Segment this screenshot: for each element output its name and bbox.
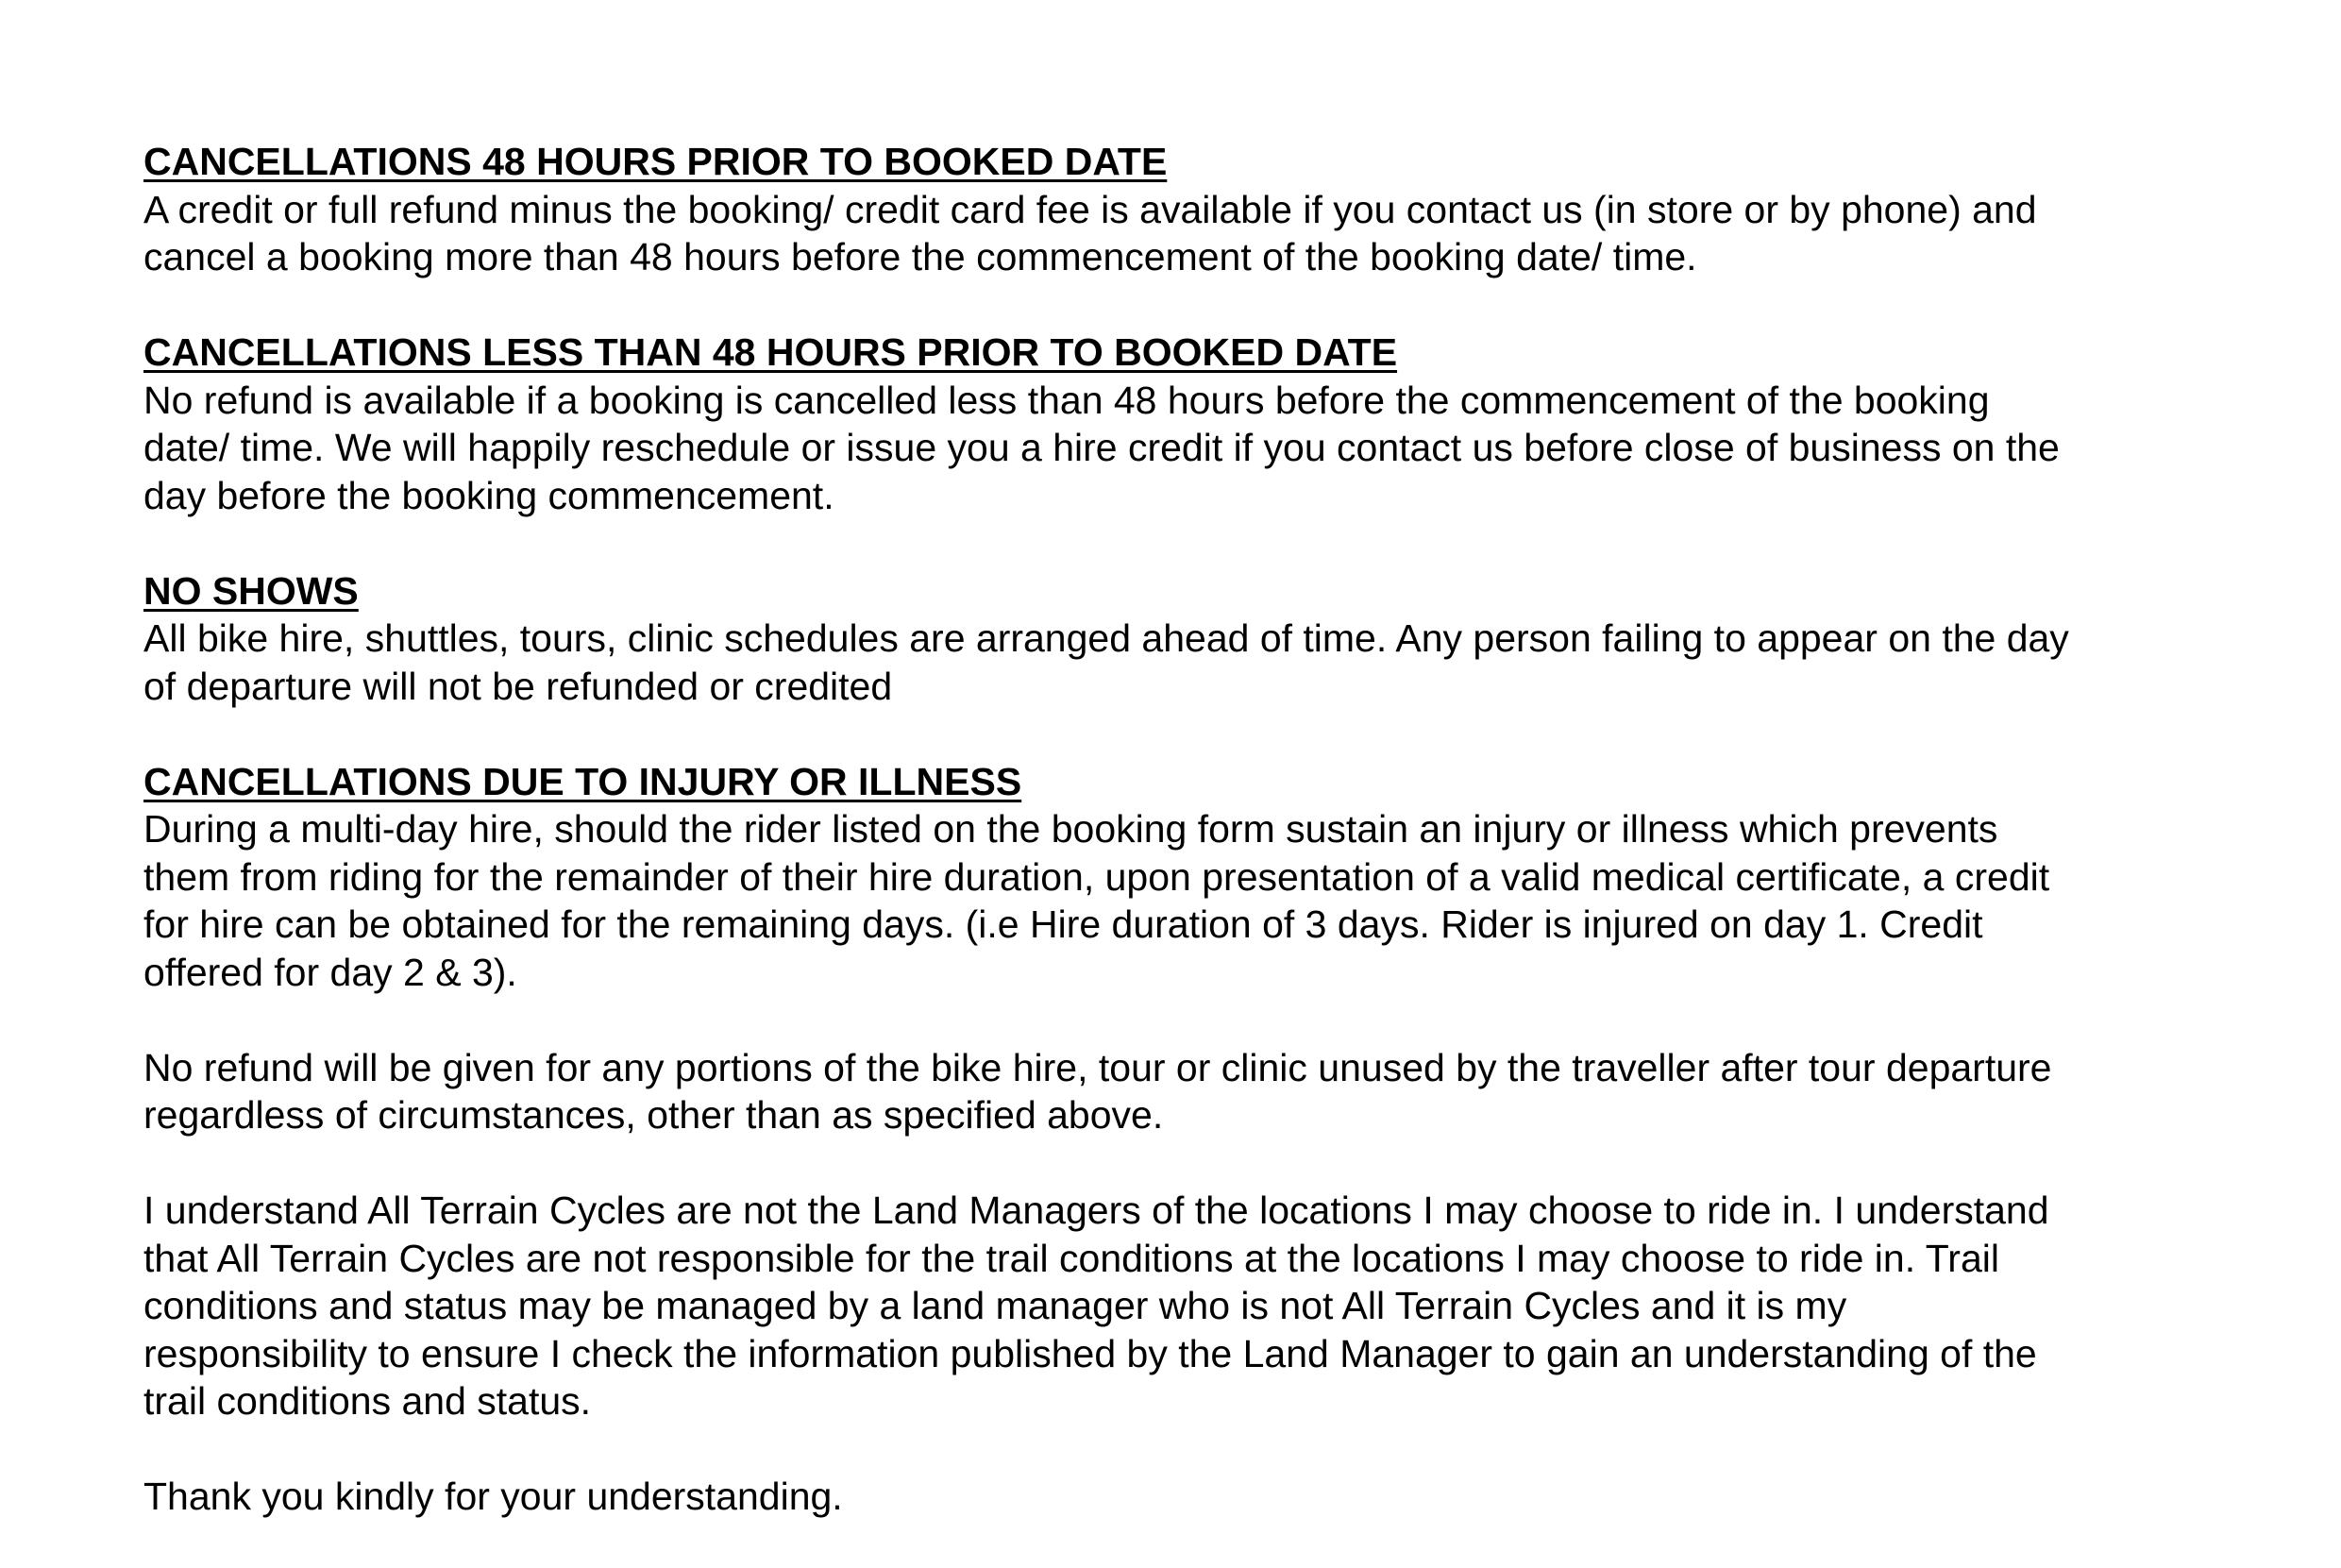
body-line: date/ time. We will happily reschedule or issue you a hire credit if you contact us before close of business on the	[143, 426, 2060, 469]
policy-document	[143, 138, 2248, 1568]
paragraph-land-managers	[143, 1187, 2248, 1425]
body-line: Thank you kindly for your understanding.	[143, 1475, 843, 1518]
body-line: I understand All Terrain Cycles are not the Land Managers of the locations I may choose to ride in. I understand	[143, 1189, 2049, 1232]
paragraph-no-refund	[143, 1044, 2248, 1139]
section-injury-or-illness	[143, 758, 2248, 997]
section-cancellations-less-than-48-hours	[143, 329, 2248, 519]
paragraph-thank-you	[143, 1473, 2248, 1521]
body-line: cancel a booking more than 48 hours before the commencement of the booking date/ time.	[143, 235, 1697, 278]
body-line: responsibility to ensure I check the information published by the Land Manager to gain an understanding of the	[143, 1331, 2037, 1375]
body-line: that All Terrain Cycles are not responsible for the trail conditions at the locations I may choose to ride in. Trail	[143, 1236, 1999, 1280]
body-line: A credit or full refund minus the booking/ credit card fee is available if you contact us (in store or by phone) and	[143, 187, 2037, 231]
body-line: All bike hire, shuttles, tours, clinic schedules are arranged ahead of time. Any person failing to appear on the day	[143, 616, 2069, 660]
section-cancellations-48-hours	[143, 138, 2248, 281]
body-line: conditions and status may be managed by a land manager who is not All Terrain Cycles and it is my	[143, 1284, 1847, 1327]
body-line: trail conditions and status.	[143, 1379, 592, 1423]
section-heading: CANCELLATIONS 48 HOURS PRIOR TO BOOKED DATE	[143, 140, 1168, 183]
body-line: regardless of circumstances, other than as specified above.	[143, 1093, 1164, 1137]
section-no-shows	[143, 567, 2248, 711]
body-line: During a multi-day hire, should the rider listed on the booking form sustain an injury or illness which prevents	[143, 807, 1998, 851]
section-heading: CANCELLATIONS LESS THAN 48 HOURS PRIOR TO BOOKED DATE	[143, 330, 1398, 374]
section-heading: NO SHOWS	[143, 568, 359, 613]
body-line: of departure will not be refunded or credited	[143, 664, 893, 708]
body-line: No refund will be given for any portions of the bike hire, tour or clinic unused by the traveller after tour departure	[143, 1045, 2052, 1089]
section-heading: CANCELLATIONS DUE TO INJURY OR ILLNESS	[143, 759, 1022, 803]
body-line: No refund is available if a booking is cancelled less than 48 hours before the commencement of the booking	[143, 378, 1990, 422]
body-line: offered for day 2 & 3).	[143, 950, 517, 994]
body-line: day before the booking commencement.	[143, 473, 834, 517]
body-line: for hire can be obtained for the remaining days. (i.e Hire duration of 3 days. Rider is injured on day 1. Credit	[143, 902, 1983, 946]
body-line: them from riding for the remainder of their hire duration, upon presentation of a valid medical certificate, a credit	[143, 854, 2050, 899]
